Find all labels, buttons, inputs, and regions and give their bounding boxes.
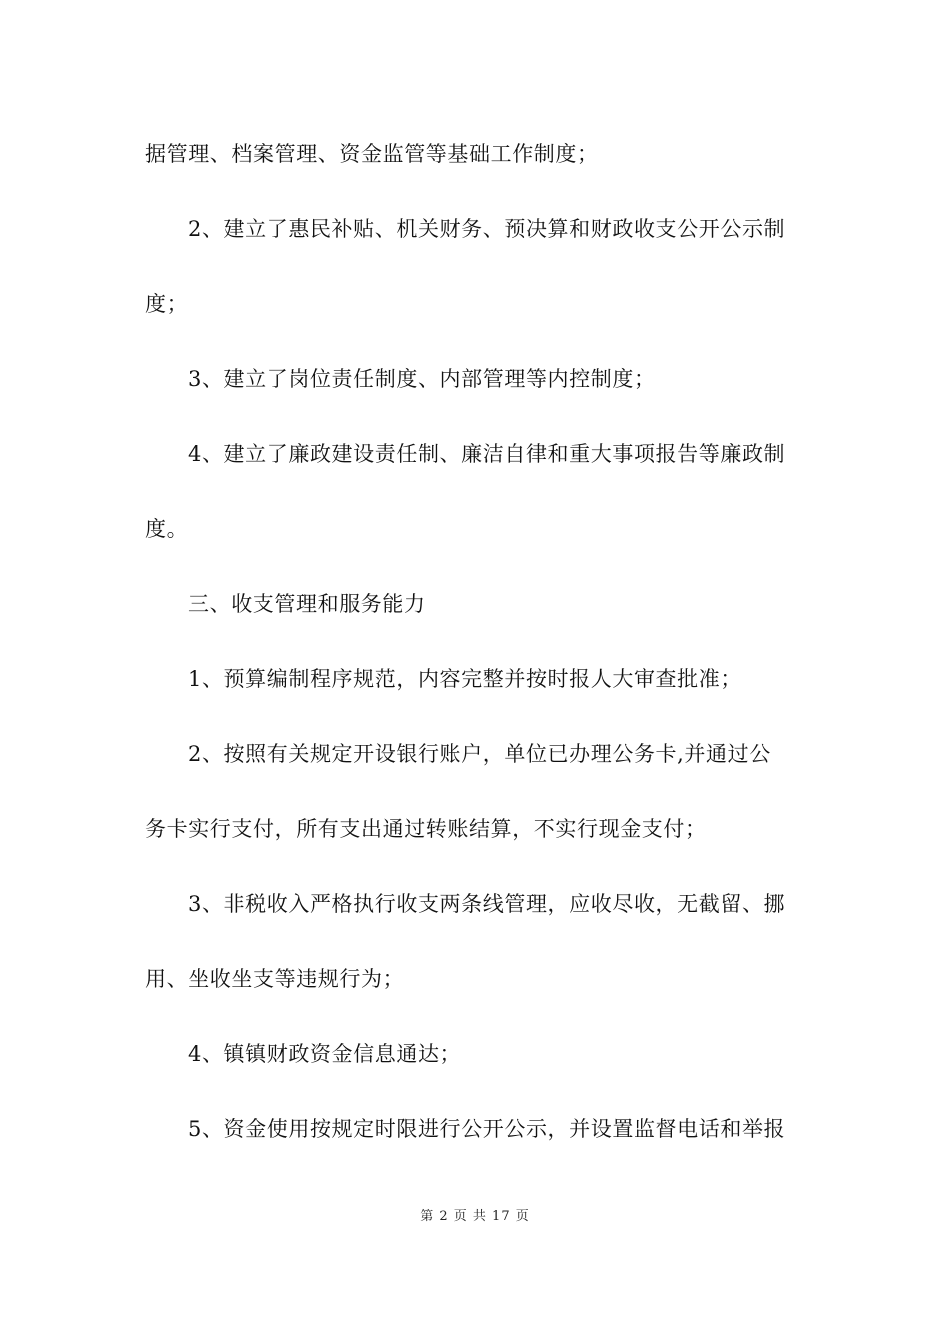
text-line-13: 4、镇镇财政资金信息通达； — [188, 1042, 462, 1066]
text-line-3: 度； — [145, 292, 189, 316]
text-line-5: 4、建立了廉政建设责任制、廉洁自律和重大事项报告等廉政制 — [188, 442, 786, 466]
text-line-1: 据管理、档案管理、资金监管等基础工作制度； — [145, 142, 599, 166]
text-line-12: 用、坐收坐支等违规行为； — [145, 967, 405, 991]
text-line-2: 2、建立了惠民补贴、机关财务、预决算和财政收支公开公示制 — [188, 217, 786, 241]
text-line-9: 2、按照有关规定开设银行账户，单位已办理公务卡,并通过公 — [188, 742, 771, 766]
text-line-8: 1、预算编制程序规范，内容完整并按时报人大审查批准； — [188, 667, 742, 691]
text-line-11: 3、非税收入严格执行收支两条线管理，应收尽收，无截留、挪 — [188, 892, 786, 916]
text-line-14: 5、资金使用按规定时限进行公开公示，并设置监督电话和举报 — [188, 1117, 786, 1141]
text-line-10: 务卡实行支付，所有支出通过转账结算，不实行现金支付； — [145, 817, 707, 841]
page-number-footer: 第 2 页 共 17 页 — [420, 1209, 530, 1224]
section-heading: 三、收支管理和服务能力 — [188, 592, 426, 616]
text-line-6: 度。 — [145, 517, 189, 541]
text-line-4: 3、建立了岗位责任制度、内部管理等内控制度； — [188, 367, 656, 391]
